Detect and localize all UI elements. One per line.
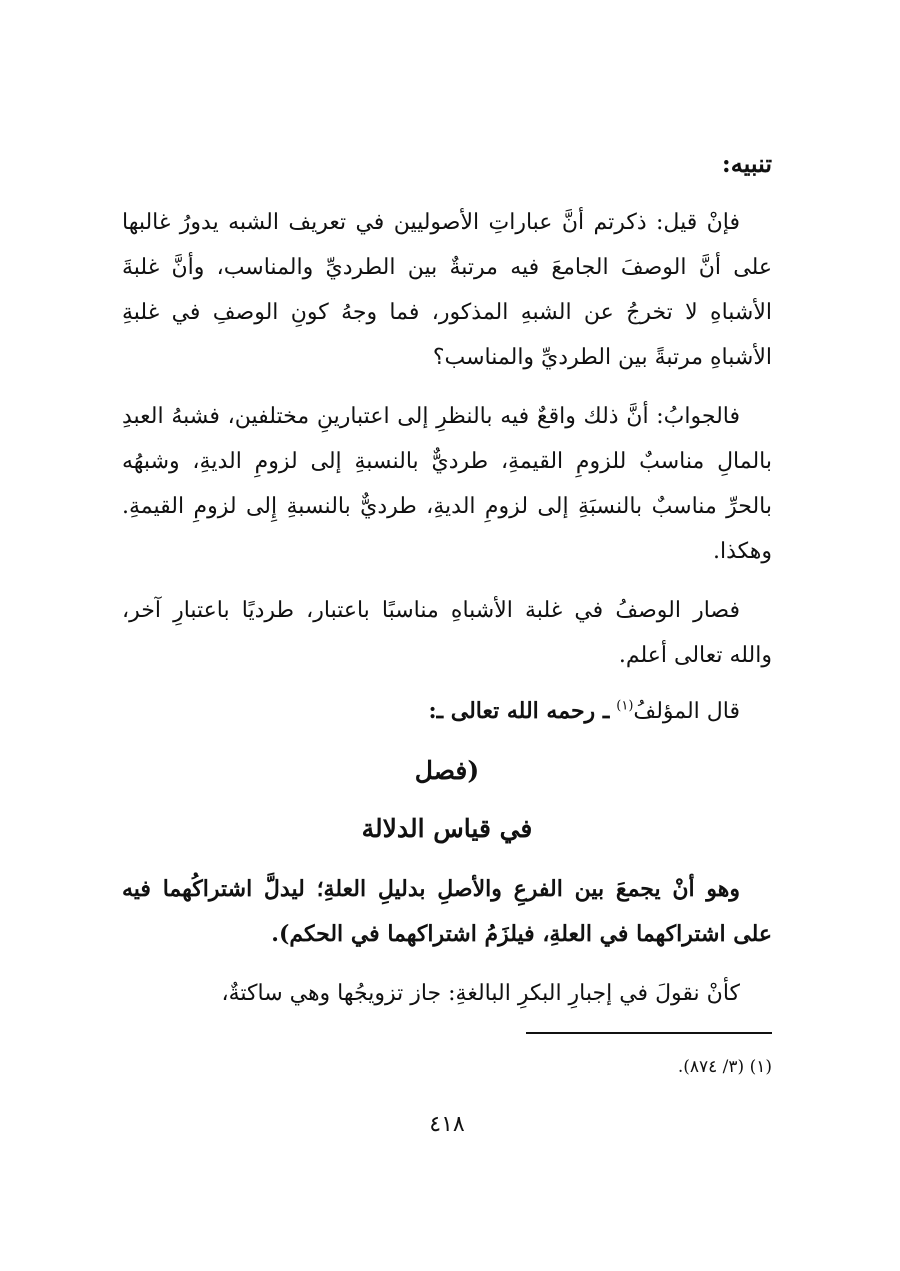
author-line: [122, 688, 772, 735]
footnote-marker[interactable]: (١): [616, 698, 634, 714]
example-paragraph: كأنْ نقولَ في إجبارِ البكرِ البالغةِ: جاز تزويجُها وهي ساكتةٌ،: [221, 981, 740, 1006]
author-line-end: ـ رحمه الله تعالى ـ:: [428, 698, 610, 724]
question-paragraph: فإنْ قيل: ذكرتم أنَّ عباراتِ الأصوليين في تعريف الشبه يدورُ غالبها على أنَّ الوصفَ الجامعَ فيه مرتبةٌ بين الطرديِّ والمناسب، وأنَّ غلبةَ الأشباهِ لا تخرجُ عن الشبهِ المذكور، فما وجهُ كونِ الوصفِ في غلبةِ الأشباهِ مرتبةً بين الطرديِّ والمناسب؟: [122, 210, 772, 370]
conclusion-paragraph: فصار الوصفُ في غلبة الأشباهِ مناسبًا باعتبار، طرديًا باعتبارِ آخر، والله تعالى أعلم.: [122, 598, 772, 668]
author-line-start: قال المؤلفُ: [633, 699, 740, 724]
note-heading: تنبيه:: [721, 149, 772, 178]
footnote-divider: [526, 1032, 772, 1034]
section-title: (فصل: [414, 756, 480, 785]
section-subtitle: في قياس الدلالة: [361, 814, 533, 843]
footnote: (١) (٣/ ٨٧٤).: [677, 1057, 772, 1077]
definition-paragraph: وهو أنْ يجمعَ بين الفرعِ والأصلِ بدليلِ العلةِ؛ ليدلَّ اشتراكُهما فيه على اشتراكهما في العلةِ، فيلزَمُ اشتراكهما في الحكم).: [122, 876, 772, 947]
page-number: ٤١٨: [429, 1112, 465, 1137]
answer-paragraph: فالجوابُ: أنَّ ذلك واقعٌ فيه بالنظرِ إلى اعتبارينِ مختلفين، فشبهُ العبدِ بالمالِ مناسبٌ للزومِ القيمةِ، طرديٌّ بالنسبةِ إلى لزومِ الديةِ، وشبهُه بالحرِّ مناسبٌ بالنسبَةِ إلى لزومِ الديةِ، طرديٌّ بالنسبةِ إِلى لزومِ القيمةِ. وهكذا.: [122, 404, 772, 564]
book-page: [122, 140, 772, 1240]
